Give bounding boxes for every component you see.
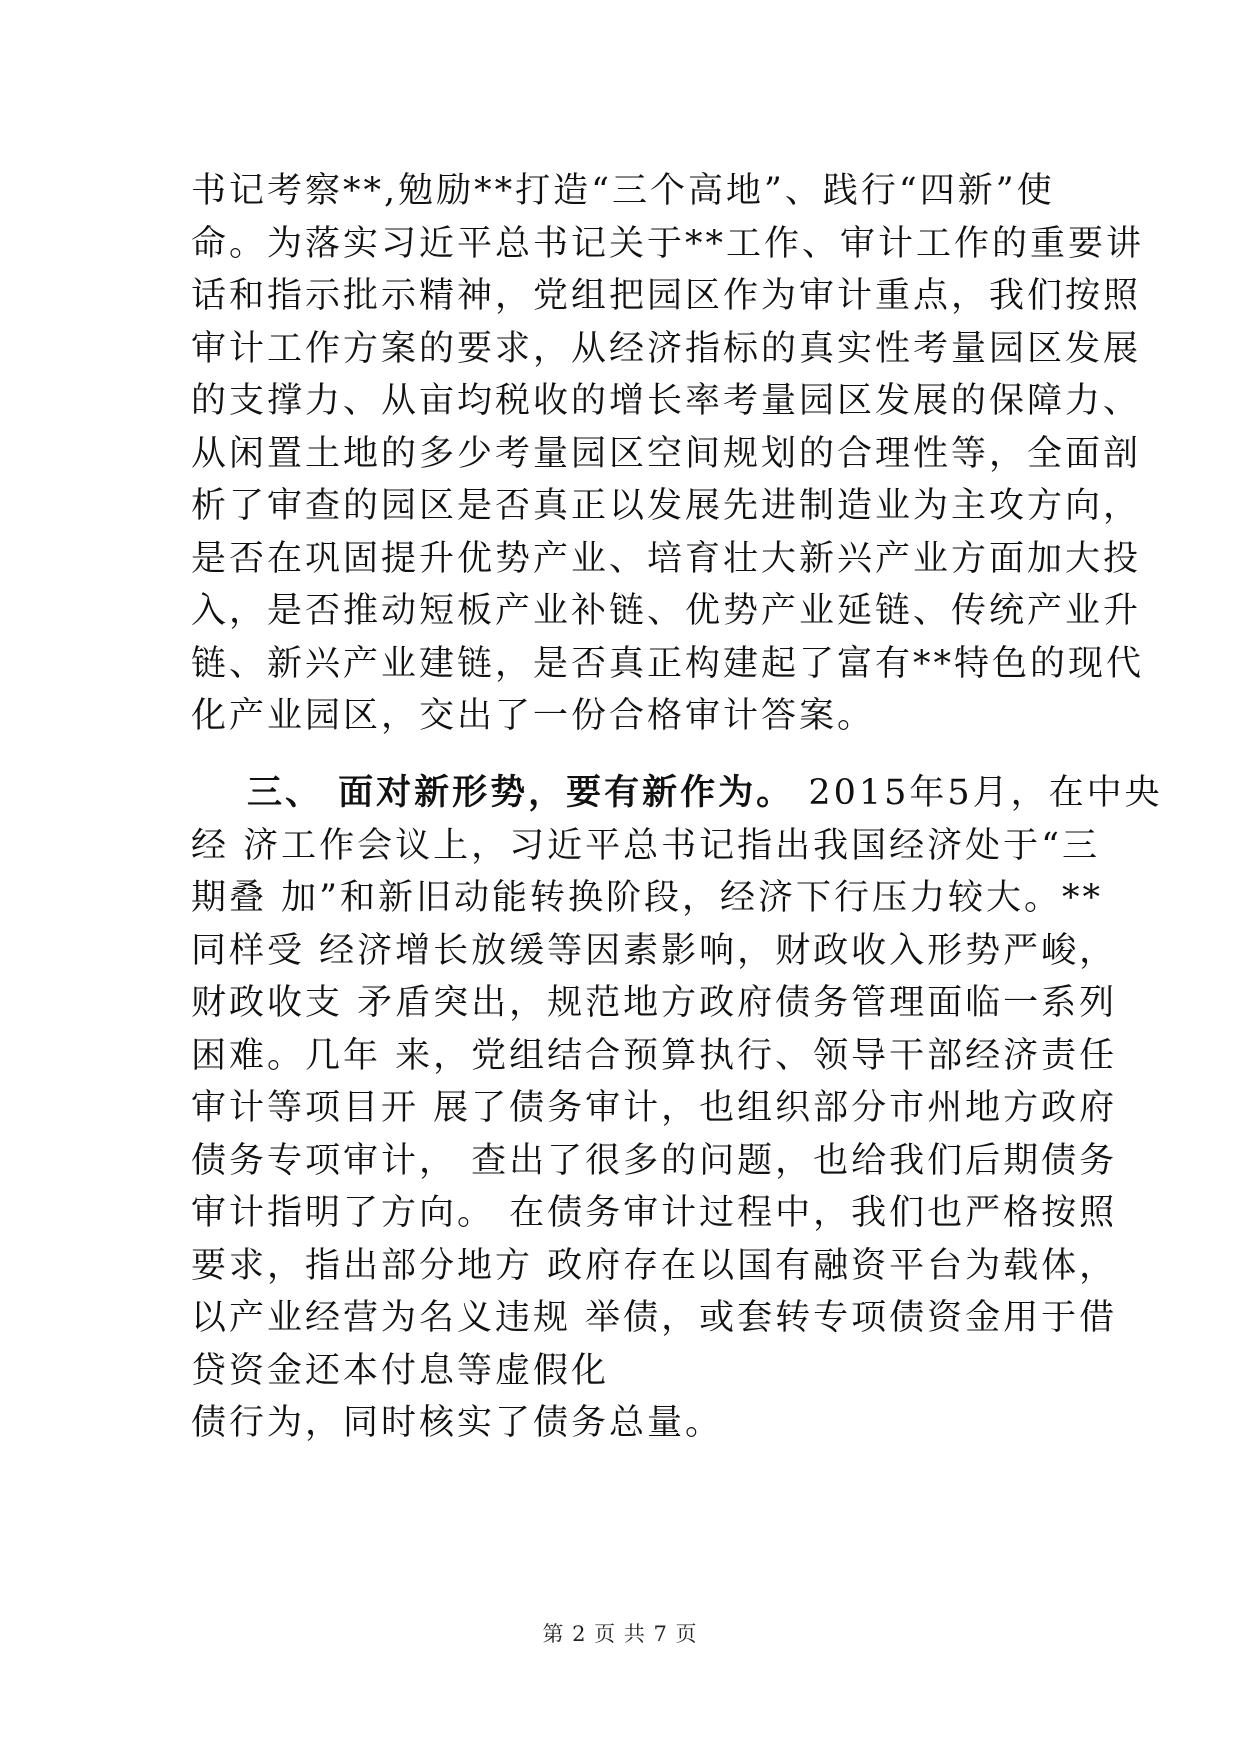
text-line: 期叠 加”和新旧动能转换阶段，经济下行压力较大。** [191, 878, 1104, 918]
text-line: 的支撑力、从亩均税收的增长率考量园区发展的保障力、 [191, 381, 1142, 421]
section-heading-line [191, 767, 1163, 820]
text-line: 同样受 经济增长放缓等因素影响，财政收入形势严峻， [191, 930, 1118, 971]
text-line: 入，是否推动短板产业补链、优势产业延链、传统产业升 [191, 591, 1142, 631]
text-line: 话和指示批示精神，党组把园区作为审计重点，我们按照 [191, 276, 1142, 316]
text-line: 书记考察**,勉励**打造“三个高地”、践行“四新”使 [191, 171, 1055, 211]
text-line: 命。为落实习近平总书记关于**工作、审计工作的重要讲 [191, 223, 1145, 264]
text-line: 债务专项审计， 查出了很多的问题，也给我们后期债务 [191, 1140, 1118, 1181]
text-line: 要求，指出部分地方 政府存在以国有融资平台为载体， [191, 1245, 1118, 1286]
text-line: 贷资金还本付息等虚假化 [191, 1350, 610, 1391]
text-line: 从闲置土地的多少考量园区空间规划的合理性等，全面剖 [191, 433, 1142, 474]
text-line: 经 济工作会议上，习近平总书记指出我国经济处于“三 [191, 825, 1101, 866]
text-line: 审计指明了方向。 在债务审计过程中，我们也严格按照 [191, 1193, 1118, 1233]
text-line: 债行为，同时核实了债务总量。 [191, 1403, 724, 1443]
paragraph-section-three [191, 767, 1163, 1450]
text-run: 2015年5月，在中央 [808, 773, 1163, 813]
text-line: 财政收支 矛盾突出，规范地方政府债务管理面临一系列 [191, 983, 1118, 1023]
text-line: 链、新兴产业建链，是否真正构建起了富有**特色的现代 [191, 643, 1145, 684]
text-line: 审计等项目开 展了债务审计，也组织部分市州地方政府 [191, 1088, 1118, 1128]
section-heading: 三、 面对新形势，要有新作为。 [247, 772, 795, 813]
text-line: 是否在巩固提升优势产业、培育壮大新兴产业方面加大投 [191, 538, 1142, 579]
text-line: 审计工作方案的要求，从经济指标的真实性考量园区发展 [191, 328, 1142, 369]
text-line: 析了审查的园区是否真正以发展先进制造业为主攻方向， [191, 486, 1142, 526]
page-number-footer: 第 2 页 共 7 页 [542, 1622, 698, 1646]
text-line: 困难。几年 来，党组结合预算执行、领导干部经济责任 [191, 1035, 1118, 1076]
text-line: 以产业经营为名义违规 举债，或套转专项债资金用于借 [191, 1298, 1118, 1338]
text-line: 化产业园区，交出了一份合格审计答案。 [191, 696, 876, 736]
paragraph-audit-parks [191, 165, 1145, 743]
